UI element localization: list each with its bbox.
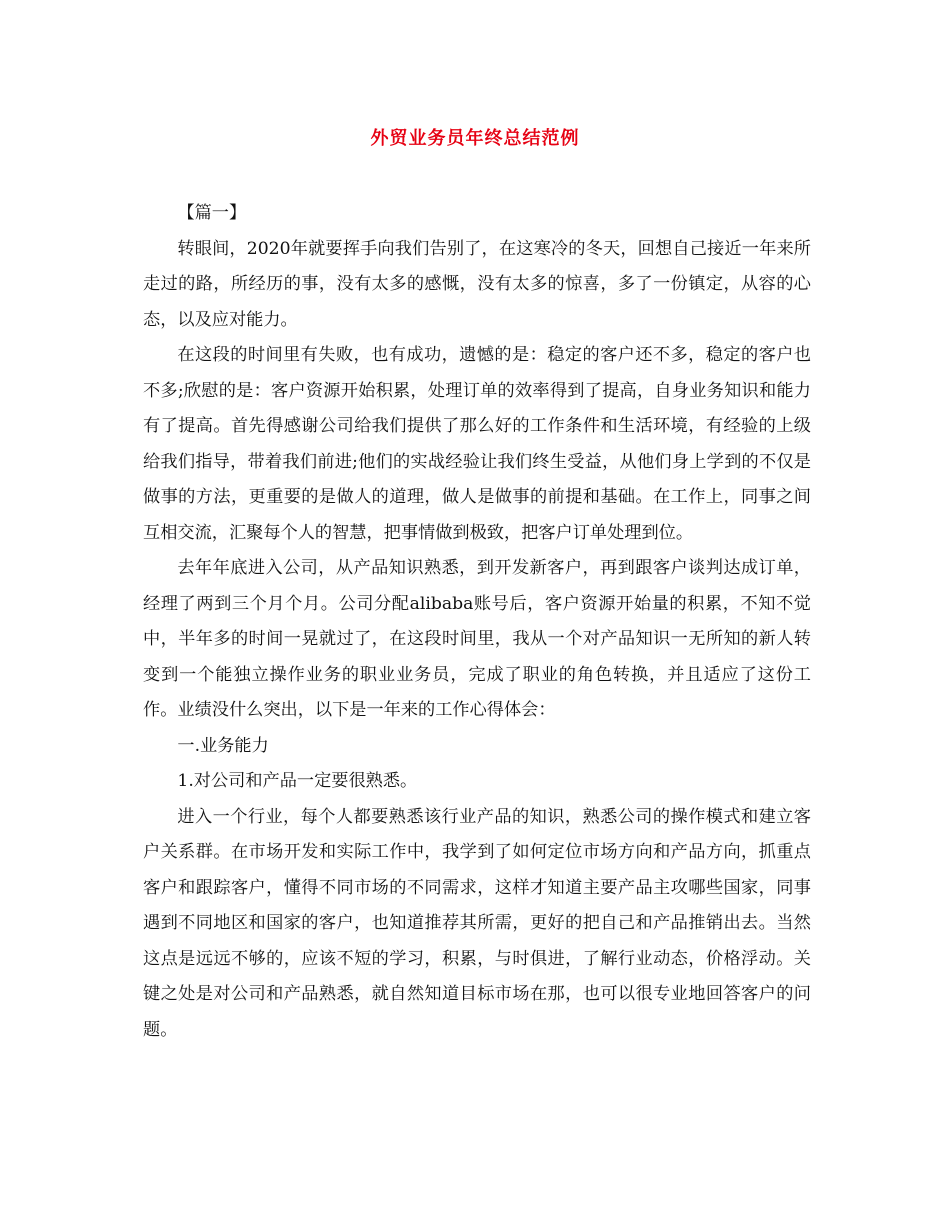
document-title: 外贸业务员年终总结范例 [370, 128, 580, 149]
paragraph-reflection: 在这段的时间里有失败，也有成功，遗憾的是：稳定的客户还不多，稳定的客户也不多;欣慰的是：客户资源开始积累，处理订单的效率得到了提高，自身业务知识和能力有了提高。首先得感谢公司给我们提供了那么好的工作条件和生活环境，有经验的上级给我们指导，带着我们前进;他们的实战经验让我们终生受益，从他们身上学到的不仅是做事的方法，更重要的是做人的道理，做人是做事的前提和基础。在工作上，同事之间互相交流，汇聚每个人的智慧，把事情做到极致，把客户订单处理到位。 [143, 345, 811, 543]
subsection-heading-product-knowledge: 1.对公司和产品一定要很熟悉。 [177, 771, 418, 791]
document-body [143, 196, 811, 1048]
paragraph-experience: 去年年底进入公司，从产品知识熟悉，到开发新客户，再到跟客户谈判达成订单，经理了两到三个月个月。公司分配alibaba账号后，客户资源开始量的积累，不知不觉中，半年多的时间一晃就过了，在这段时间里，我从一个对产品知识一无所知的新人转变到一个能独立操作业务的职业业务员，完成了职业的角色转换，并且适应了这份工作。业绩没什么突出，以下是一年来的工作心得体会： [143, 558, 811, 720]
paragraph-product-knowledge: 进入一个行业，每个人都要熟悉该行业产品的知识，熟悉公司的操作模式和建立客户关系群。在市场开发和实际工作中，我学到了如何定位市场方向和产品方向，抓重点客户和跟踪客户，懂得不同市场的不同需求，这样才知道主要产品主攻哪些国家，同事遇到不同地区和国家的客户，也知道推荐其所需，更好的把自己和产品推销出去。当然这点是远远不够的，应该不短的学习，积累，与时俱进，了解行业动态，价格浮动。关键之处是对公司和产品熟悉，就自然知道目标市场在那，也可以很专业地回答客户的问题。 [143, 806, 811, 1040]
section-heading-business-ability: 一.业务能力 [177, 735, 269, 756]
paragraph-intro: 转眼间，2020年就要挥手向我们告别了，在这寒冷的冬天，回想自己接近一年来所走过的路，所经历的事，没有太多的感慨，没有太多的惊喜，多了一份镇定，从容的心态，以及应对能力。 [143, 238, 811, 330]
section-label: 【篇一】 [177, 203, 247, 223]
